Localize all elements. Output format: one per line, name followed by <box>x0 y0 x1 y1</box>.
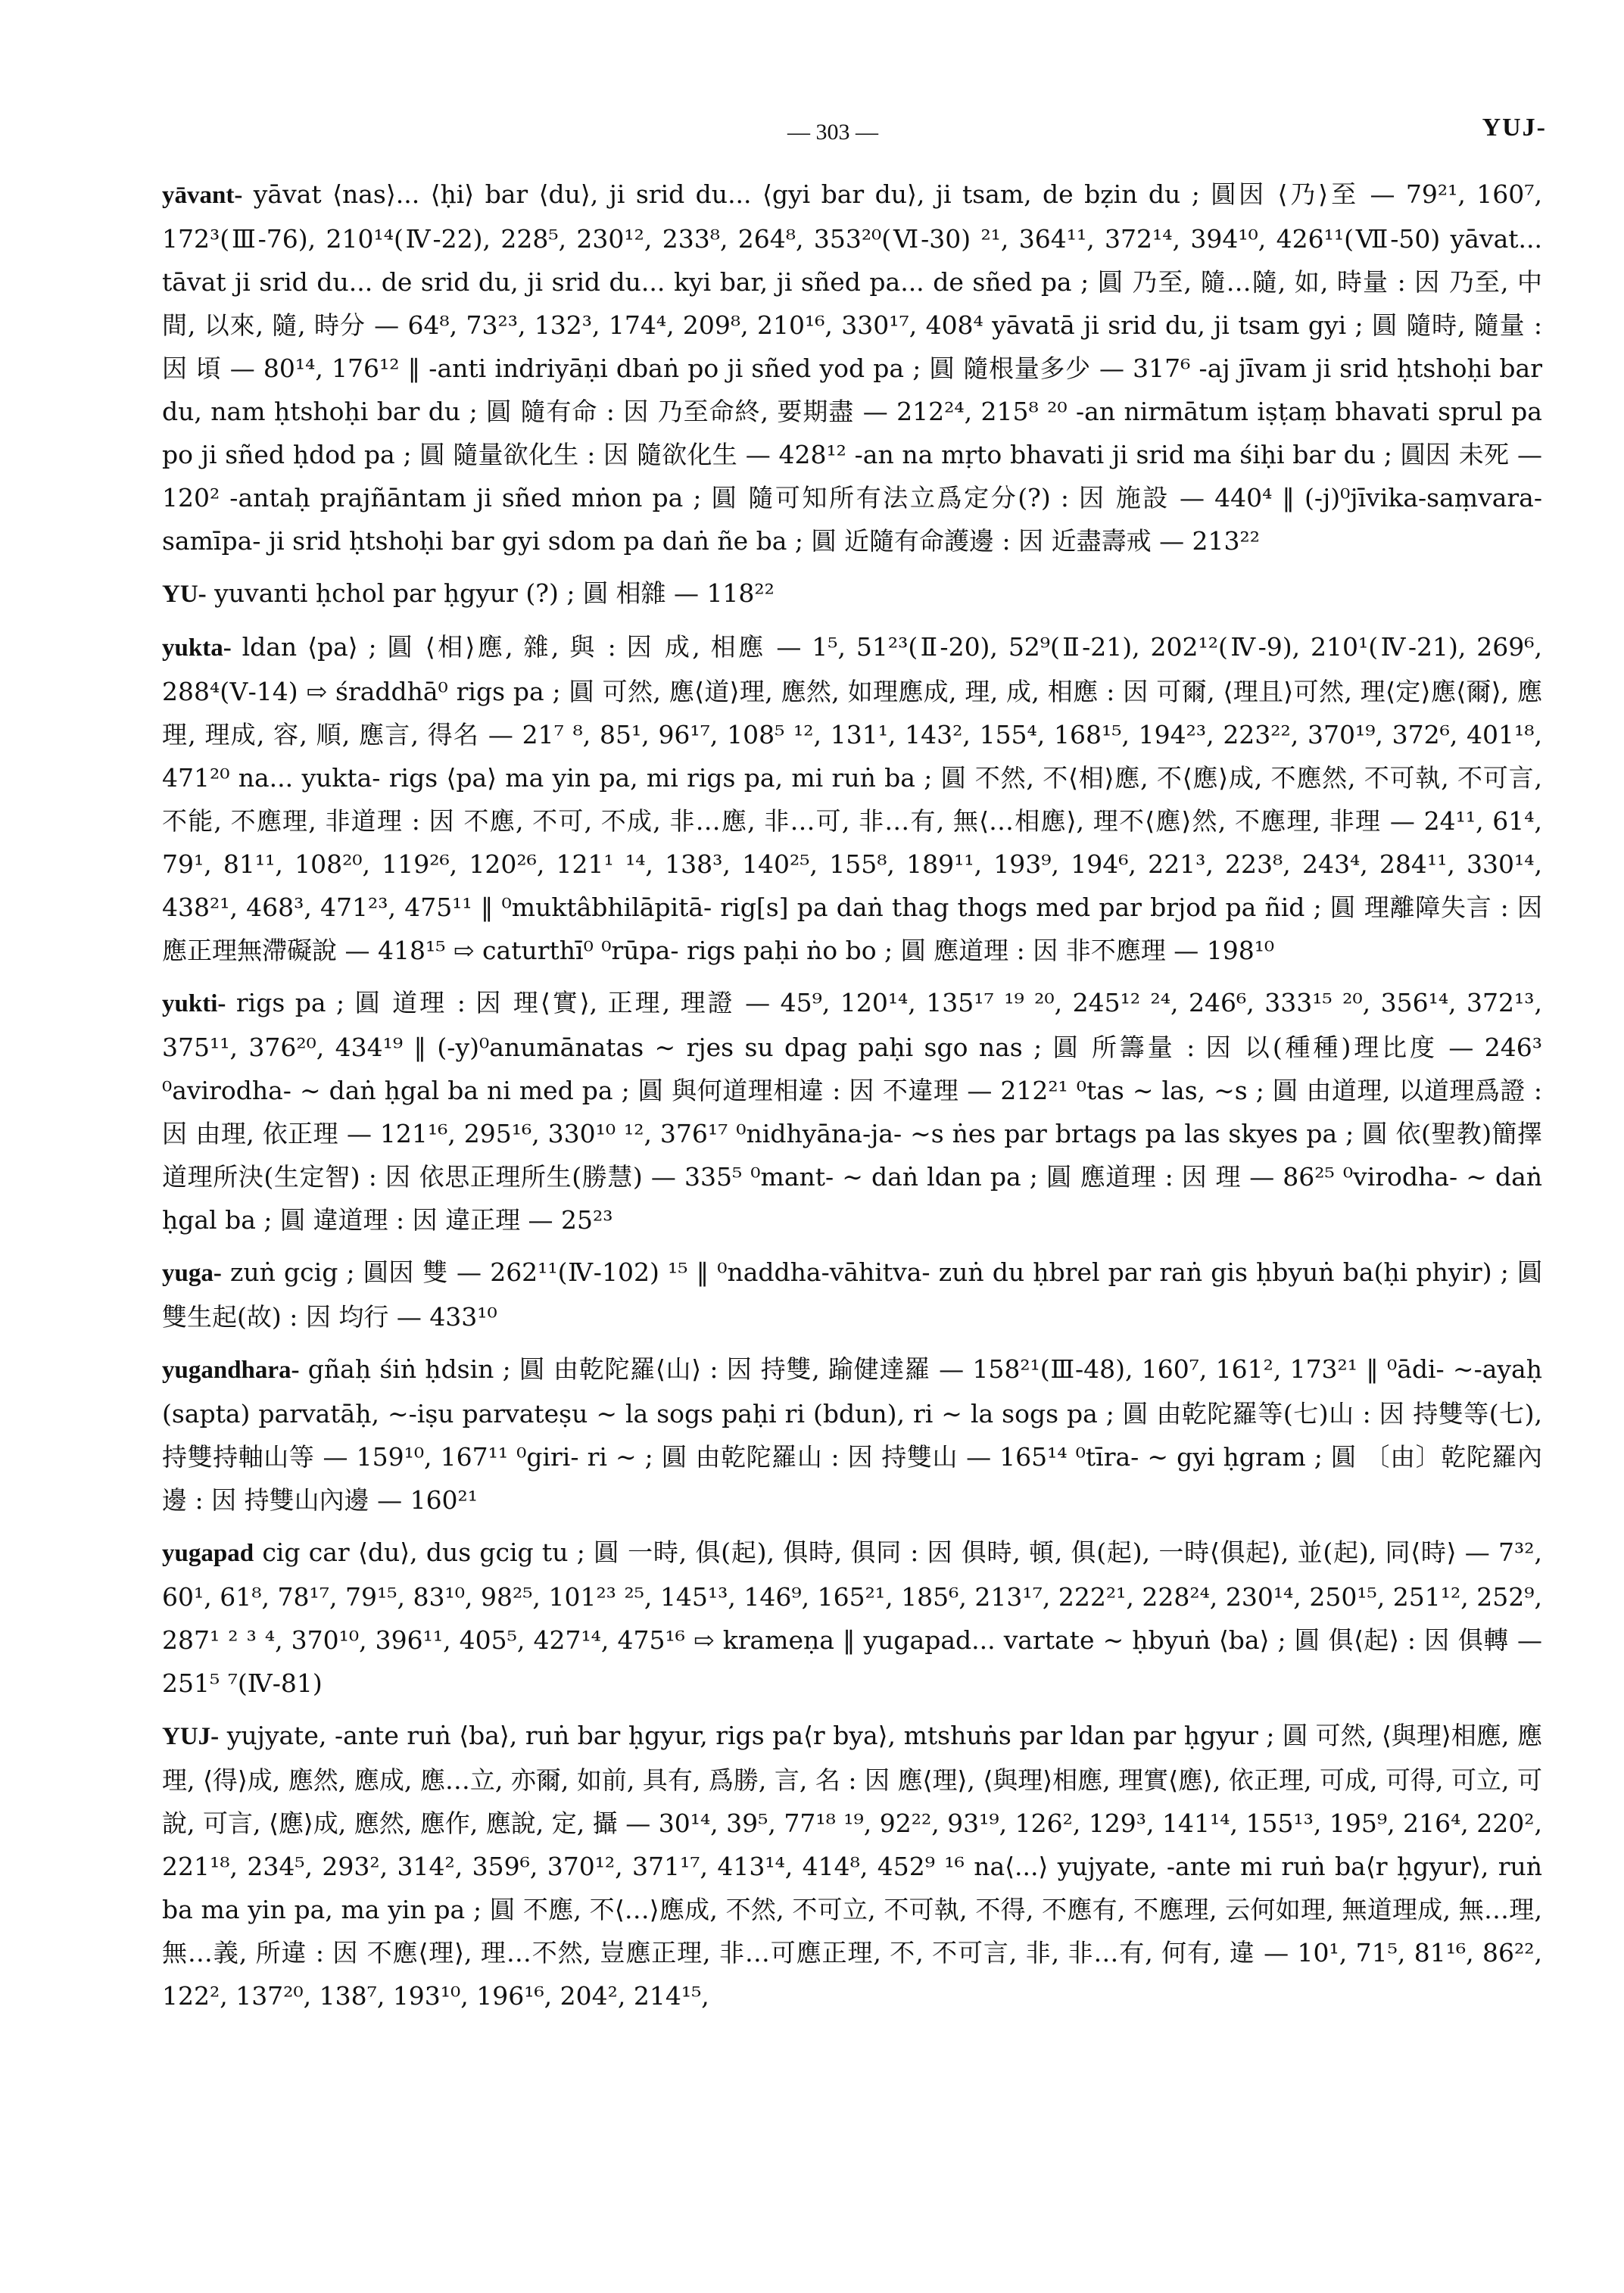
entry-yugapad <box>162 1531 1542 1705</box>
entry-yu <box>162 572 1542 616</box>
entry-yavant <box>162 173 1542 562</box>
headword: YUJ- <box>162 1723 220 1750</box>
headword: yukta- <box>162 634 232 662</box>
entry-yuj <box>162 1714 1542 2017</box>
headword: yugandhara- <box>162 1357 300 1384</box>
entry-body: yāvat ⟨nas⟩... ⟨ḥi⟩ bar ⟨du⟩, ji srid du... ⟨gyi bar du⟩, ji tsam, de bẓin du ; 圓因 ⟨乃⟩至 — 79²¹, 160⁷, 172³(Ⅲ-76), 210¹⁴(Ⅳ-22), 228⁵, 230¹², 233⁸, 264⁸, 353²⁰(Ⅵ-30) ²¹, 364¹¹, 372¹⁴, 394¹⁰, 426¹¹(Ⅶ-50) yāvat... tāvat ji srid du... de srid du, ji srid du... kyi bar, ji sñed pa... de sñed pa ; 圓 乃至, 隨…隨, 如, 時量 : 因 乃至, 中間, 以來, 隨, 時分 — 64⁸, 73²³, 132³, 174⁴, 209⁸, 210¹⁶, 330¹⁷, 408⁴ yāvatā ji srid du, ji tsam gyi ; 圓 隨時, 隨量 : 因 頃 — 80¹⁴, 176¹² ‖ -anti indriyāṇi dbaṅ po ji sñed yod pa ; 圓 隨根量多少 — 317⁶ -aj jīvam ji srid ḥtshoḥi bar du, nam ḥtshoḥi bar du ; 圓 隨有命 : 因 乃至命終, 要期盡 — 212²⁴, 215⁸ ²⁰ -an nirmātum iṣṭaṃ bhavati sprul pa po ji sñed ḥdod pa ; 圓 隨量欲化生 : 因 隨欲化生 — 428¹² -an na mṛto bhavati ji srid ma śiḥi bar du ; 圓因 未死 — 120² -antaḥ prajñāntam ji sñed mṅon pa ; 圓 隨可知所有法立爲定分(?) : 因 施設 — 440⁴ ‖ (-j)⁰jīvika-saṃvara-samīpa- ji srid ḥtshoḥi bar gyi sdom pa daṅ ñe ba ; 圓 近隨有命護邊 : 因 近盡壽戒 — 213²² <box>162 179 1542 556</box>
entry-body: yuvanti ḥchol par ḥgyur (?) ; 圓 相雜 — 118²² <box>214 578 775 608</box>
headword: yāvant- <box>162 182 243 209</box>
headword: yuga- <box>162 1260 222 1287</box>
entry-yugandhara <box>162 1347 1542 1522</box>
entry-yukti <box>162 981 1542 1242</box>
headword: yukti- <box>162 990 226 1017</box>
entry-body: yujyate, -ante ruṅ ⟨ba⟩, ruṅ bar ḥgyur, rigs pa⟨r bya⟩, mtshuṅs par ldan par ḥgyur ; 圓 可然, ⟨與理⟩相應, 應理, ⟨得⟩成, 應然, 應成, 應…立, 亦爾, 如前, 具有, 爲勝, 言, 名 : 因 應⟨理⟩, ⟨與理⟩相應, 理實⟨應⟩, 依正理, 可成, 可得, 可立, 可說, 可言, ⟨應⟩成, 應然, 應作, 應說, 定, 攝 — 30¹⁴, 39⁵, 77¹⁸ ¹⁹, 92²², 93¹⁹, 126², 129³, 141¹⁴, 155¹³, 195⁹, 216⁴, 220², 221¹⁸, 234⁵, 293², 314², 359⁶, 370¹², 371¹⁷, 413¹⁴, 414⁸, 452⁹ ¹⁶ na⟨...⟩ yujyate, -ante mi ruṅ ba⟨r ḥgyur⟩, ruṅ ba ma yin pa, ma yin pa ; 圓 不應, 不⟨…⟩應成, 不然, 不可立, 不可執, 不得, 不應有, 不應理, 云何如理, 無道理成, 無…理, 無…義, 所違 : 因 不應⟨理⟩, 理…不然, 豈應正理, 非…可應正理, 不, 不可言, 非, 非…有, 何有, 違 — 10¹, 71⁵, 81¹⁶, 86²², 122², 137²⁰, 138⁷, 193¹⁰, 196¹⁶, 204², 214¹⁵, <box>162 1721 1542 2011</box>
entry-body: rigs pa ; 圓 道理 : 因 理⟨實⟩, 正理, 理證 — 45⁹, 120¹⁴, 135¹⁷ ¹⁹ ²⁰, 245¹² ²⁴, 246⁶, 333¹⁵ ²⁰, 356¹⁴, 372¹³, 375¹¹, 376²⁰, 434¹⁹ ‖ (-y)⁰anumānatas ∼ rjes su dpag paḥi sgo nas ; 圓 所籌量 : 因 以(種種)理比度 — 246³ ⁰avirodha- ∼ daṅ ḥgal ba ni med pa ; 圓 與何道理相違 : 因 不違理 — 212²¹ ⁰tas ∼ las, ∼s ; 圓 由道理, 以道理爲證 : 因 由理, 依正理 — 121¹⁶, 295¹⁶, 330¹⁰ ¹², 376¹⁷ ⁰nidhyāna-ja- ∼s ṅes par brtags pa las skyes pa ; 圓 依(聖教)簡擇道理所決(生定智) : 因 依思正理所生(勝慧) — 335⁵ ⁰mant- ∼ daṅ ldan pa ; 圓 應道理 : 因 理 — 86²⁵ ⁰virodha- ∼ daṅ ḥgal ba ; 圓 違道理 : 因 違正理 — 25²³ <box>162 988 1543 1235</box>
headword: YU- <box>162 581 207 608</box>
dictionary-entries <box>162 173 1542 2027</box>
entry-yuga <box>162 1251 1542 1338</box>
headword: yugapad <box>162 1540 254 1567</box>
entry-body: zuṅ gcig ; 圓因 雙 — 262¹¹(Ⅳ-102) ¹⁵ ‖ ⁰naddha-vāhitva- zuṅ du ḥbrel par raṅ gis ḥbyuṅ ba(ḥi phyir) ; 圓 雙生起(故) : 因 均行 — 433¹⁰ <box>162 1257 1542 1332</box>
page-number: — 303 — <box>787 120 878 145</box>
entry-body: gñaḥ śiṅ ḥdsin ; 圓 由乾陀羅⟨山⟩ : 因 持雙, 踰健達羅 — 158²¹(Ⅲ-48), 160⁷, 161², 173²¹ ‖ ⁰ādi- ∼-ayaḥ (sapta) parvatāḥ, ∼-iṣu parvateṣu ∼ la sogs paḥi ri (bdun), ri ∼ la sogs pa ; 圓 由乾陀羅等(七)山 : 因 持雙等(七), 持雙持軸山等 — 159¹⁰, 167¹¹ ⁰giri- ri ∼ ; 圓 由乾陀羅山 : 因 持雙山 — 165¹⁴ ⁰tīra- ∼ gyi ḥgram ; 圓 〔由〕乾陀羅內邊 : 因 持雙山內邊 — 160²¹ <box>162 1354 1542 1515</box>
running-head: YUJ- <box>1482 114 1547 142</box>
entry-yukta <box>162 625 1542 972</box>
entry-body: cig car ⟨du⟩, dus gcig tu ; 圓 一時, 俱(起), 俱時, 俱同 : 因 俱時, 頓, 俱(起), 一時⟨俱起⟩, 並(起), 同⟨時⟩ — 7³², 60¹, 61⁸, 78¹⁷, 79¹⁵, 83¹⁰, 98²⁵, 101²³ ²⁵, 145¹³, 146⁹, 165²¹, 185⁶, 213¹⁷, 222²¹, 228²⁴, 230¹⁴, 250¹⁵, 251¹², 252⁹, 287¹ ² ³ ⁴, 370¹⁰, 396¹¹, 405⁵, 427¹⁴, 475¹⁶ ⇨ krameṇa ‖ yugapad... vartate ∼ ḥbyuṅ ⟨ba⟩ ; 圓 俱⟨起⟩ : 因 俱轉 — 251⁵ ⁷(Ⅳ-81) <box>162 1537 1542 1698</box>
entry-body: ldan ⟨pa⟩ ; 圓 ⟨相⟩應, 雜, 與 : 因 成, 相應 — 1⁵, 51²³(Ⅱ-20), 52⁹(Ⅱ-21), 202¹²(Ⅳ-9), 210¹(Ⅳ-21), 269⁶, 288⁴(Ⅴ-14) ⇨ śraddhā⁰ rigs pa ; 圓 可然, 應⟨道⟩理, 應然, 如理應成, 理, 成, 相應 : 因 可爾, ⟨理且⟩可然, 理⟨定⟩應⟨爾⟩, 應理, 理成, 容, 順, 應言, 得名 — 21⁷ ⁸, 85¹, 96¹⁷, 108⁵ ¹², 131¹, 143², 155⁴, 168¹⁵, 194²³, 223²², 370¹⁹, 372⁶, 401¹⁸, 471²⁰ na... yukta- rigs ⟨pa⟩ ma yin pa, mi rigs pa, mi ruṅ ba ; 圓 不然, 不⟨相⟩應, 不⟨應⟩成, 不應然, 不可執, 不可言, 不能, 不應理, 非道理 : 因 不應, 不可, 不成, 非…應, 非…可, 非…有, 無⟨…相應⟩, 理不⟨應⟩然, 不應理, 非理 — 24¹¹, 61⁴, 79¹, 81¹¹, 108²⁰, 119²⁶, 120²⁶, 121¹ ¹⁴, 138³, 140²⁵, 155⁸, 189¹¹, 193⁹, 194⁶, 221³, 223⁸, 243⁴, 284¹¹, 330¹⁴, 438²¹, 468³, 471²³, 475¹¹ ‖ ⁰muktâbhilāpitā- rig[s] pa daṅ thag thogs med par brjod pa ñid ; 圓 理離障失言 : 因 應正理無滯礙說 — 418¹⁵ ⇨ caturthī⁰ ⁰rūpa- rigs paḥi ṅo bo ; 圓 應道理 : 因 非不應理 — 198¹⁰ <box>162 632 1542 965</box>
